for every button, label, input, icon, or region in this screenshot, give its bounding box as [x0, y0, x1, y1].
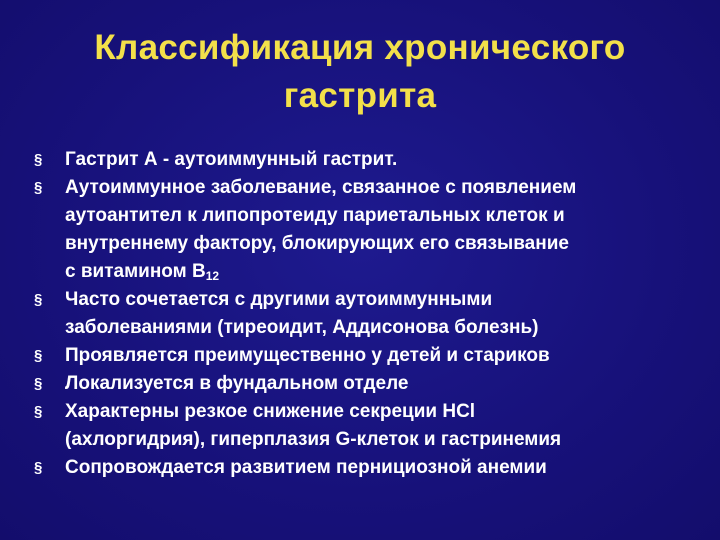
- bullet-marker-icon: §: [34, 375, 43, 392]
- bullet-text: заболеваниями (тиреоидит, Аддисонова болезнь): [65, 317, 539, 338]
- bullet-item: [34, 454, 704, 482]
- bullet-text: с витамином В: [65, 261, 206, 282]
- bullet-marker-icon: §: [34, 291, 43, 308]
- bullet-text: Локализуется в фундальном отделе: [65, 373, 409, 394]
- bullet-item: [34, 370, 704, 398]
- bullet-marker-icon: §: [34, 179, 43, 196]
- bullet-marker-icon: §: [34, 151, 43, 168]
- bullet-item: [34, 174, 704, 286]
- bullet-text: Характерны резкое снижение секреции HCl: [65, 401, 476, 422]
- bullet-marker-icon: §: [34, 347, 43, 364]
- subscript-text: 12: [205, 269, 220, 283]
- bullet-marker-icon: §: [34, 459, 43, 476]
- bullet-item: [34, 146, 704, 174]
- bullet-list: [34, 146, 704, 482]
- title-line-1: Классификация хронического: [94, 28, 626, 67]
- bullet-marker-icon: §: [34, 403, 43, 420]
- bullet-text: внутреннему фактору, блокирующих его связывание: [65, 233, 569, 254]
- bullet-item: [34, 398, 704, 454]
- bullet-text: Часто сочетается с другими аутоиммунными: [65, 289, 493, 310]
- bullet-text: Аутоиммунное заболевание, связанное с появлением: [65, 177, 577, 198]
- slide-title: [20, 24, 700, 120]
- bullet-text-with-subscript: [65, 258, 704, 286]
- bullet-item: [34, 286, 704, 342]
- title-line-2: гастрита: [283, 76, 437, 115]
- bullet-text: аутоантител к липопротеиду париетальных клеток и: [65, 205, 565, 226]
- bullet-text: Гастрит А - аутоиммунный гастрит.: [65, 149, 398, 170]
- bullet-item: [34, 342, 704, 370]
- bullet-text: (ахлоргидрия), гиперплазия G-клеток и гастринемия: [65, 429, 562, 450]
- bullet-text: Проявляется преимущественно у детей и стариков: [65, 345, 550, 366]
- bullet-text: Сопровождается развитием пернициозной анемии: [65, 457, 547, 478]
